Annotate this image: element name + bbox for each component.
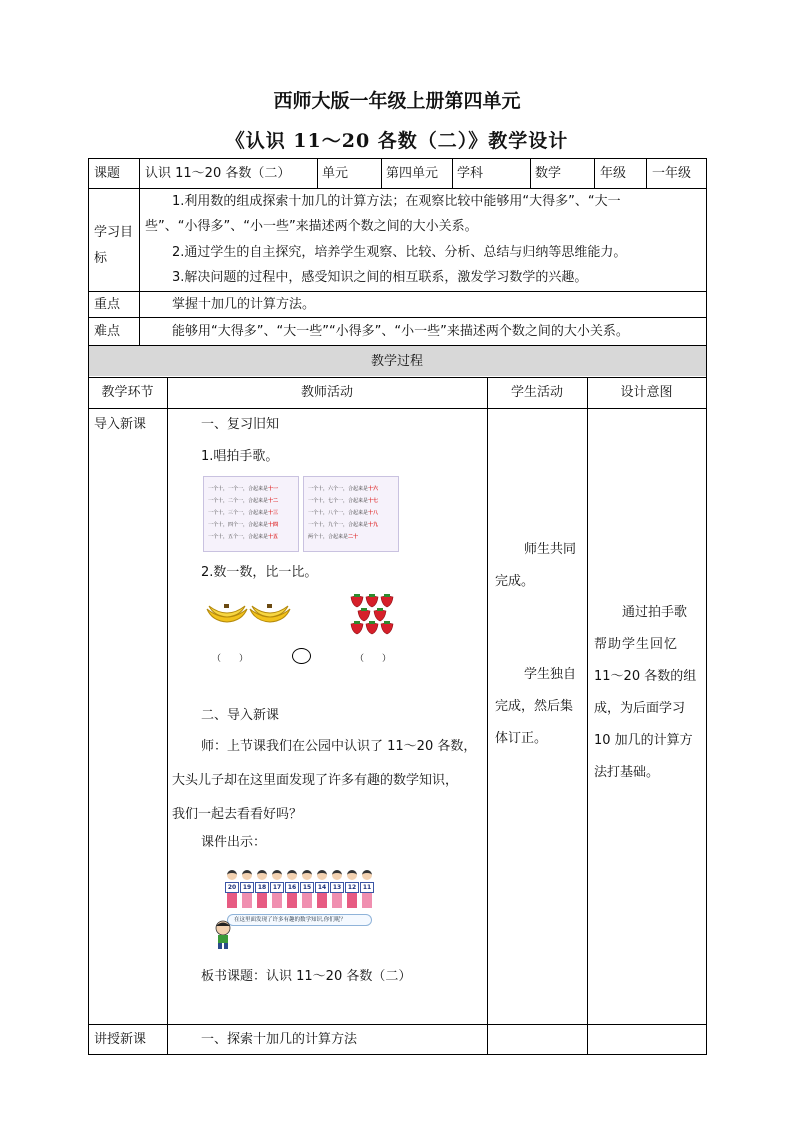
song-line: 一个十，六个一，合起来是十六 [308,486,379,492]
goal-line-1: 1.利用数的组成探索十加几的计算方法；在观察比较中能够用“大得多”、“大一 [172,194,621,209]
child-with-number-sign: 14 [315,870,329,908]
student-activity-b3: 体订正。 [495,731,548,746]
intro-heading-2: 二、导入新课 [201,708,280,723]
unit-label: 单元 [322,166,349,181]
goal-line-4: 3.解决问题的过程中，感受知识之间的相互联系，激发学习数学的兴趣。 [172,270,588,285]
child-with-number-sign: 13 [330,870,344,908]
song-line: 一个十，一个一，合起来是十一 [208,486,279,492]
banana-bunch-icon [247,603,293,625]
unit-value: 第四单元 [386,166,439,181]
grade-label: 年级 [600,166,627,181]
intent-line-6: 法打基础。 [594,765,660,780]
stage-teach: 讲授新课 [94,1032,147,1047]
intent-line-2: 帮助学生回忆 [594,637,679,652]
intro-para-3: 我们一起去看看好吗？ [172,807,303,822]
song-line: 一个十，三个一，合起来是十三 [208,510,279,516]
speech-bubble: 在这里面发现了许多有趣的数学知识,你们呢？ [227,914,372,926]
child-with-number-sign: 16 [285,870,299,908]
song-board-right [303,476,399,552]
intent-line-5: 10 加几的计算方 [594,733,693,748]
subject-label: 课题 [94,166,121,181]
teach-heading-1: 一、探索十加几的计算方法 [201,1032,358,1047]
song-line: 一个十，五个一，合起来是十五 [208,534,279,540]
intro-step-1: 1.唱拍手歌。 [201,449,279,464]
song-line: 两个十，合起来是二十 [308,534,359,540]
col-student: 学生活动 [510,385,563,400]
goal-line-3: 2.通过学生的自主探究，培养学生观察、比较、分析、总结与归纳等思维能力。 [172,245,627,260]
child-with-number-sign: 15 [300,870,314,908]
song-line: 一个十，八个一，合起来是十八 [308,510,379,516]
grade-value: 一年级 [652,166,692,181]
process-header: 教学过程 [370,354,423,369]
student-activity-a2: 完成。 [495,574,535,589]
intent-line-3: 11～20 各数的组 [594,669,697,684]
goal-line-2: 些”、“小得多”、“小一些”来描述两个数之间的大小关系。 [145,219,478,234]
strawberry-group-icon [348,593,396,637]
blank-right: （ ） [355,654,392,664]
difficulty-label: 难点 [94,324,121,339]
intro-step-2: 2.数一数，比一比。 [201,565,318,580]
document-subtitle: 《认识 11～20 各数（二）》教学设计 [225,130,569,152]
intro-para-4: 课件出示： [201,835,267,850]
intro-para-1: 师：上节课我们在公园中认识了 11～20 各数， [201,739,477,754]
discipline-value: 数学 [535,166,562,181]
goals-label: 学习目标 [94,225,134,266]
big-head-son-icon [211,920,235,950]
difficulty-text: 能够用“大得多”、“大一些”“小得多”、“小一些”来描述两个数之间的大小关系。 [172,324,629,339]
intro-para-2: 大头儿子却在这里面发现了许多有趣的数学知识， [172,773,459,788]
subject-value: 认识 11～20 各数（二） [145,166,291,181]
key-point-text: 掌握十加几的计算方法。 [172,297,316,312]
student-activity-b1: 学生独自 [524,667,577,682]
song-line: 一个十，七个一，合起来是十七 [308,498,379,504]
student-activity-a1: 师生共同 [524,542,577,557]
child-with-number-sign: 19 [240,870,254,908]
banana-bunch-icon [204,603,250,625]
child-with-number-sign: 18 [255,870,269,908]
song-line: 一个十，四个一，合起来是十四 [208,522,279,528]
child-with-number-sign: 12 [345,870,359,908]
intro-board-title: 板书课题：认识 11～20 各数（二） [201,969,412,984]
song-line: 一个十，九个一，合起来是十九 [308,522,379,528]
compare-circle [292,648,311,664]
intent-line-1: 通过拍手歌 [622,605,688,620]
student-activity-b2: 完成，然后集 [495,699,574,714]
stage-intro: 导入新课 [94,417,147,432]
intro-heading-1: 一、复习旧知 [201,417,280,432]
document-title: 西师大版一年级上册第四单元 [273,90,521,112]
col-stage: 教学环节 [101,385,154,400]
child-with-number-sign: 20 [225,870,239,908]
courseware-illustration [225,860,375,950]
child-with-number-sign: 17 [270,870,284,908]
discipline-label: 学科 [457,166,484,181]
intent-line-4: 成，为后面学习 [594,701,686,716]
blank-left: （ ） [212,654,249,664]
col-intent: 设计意图 [620,385,673,400]
child-with-number-sign: 11 [360,870,374,908]
col-teacher: 教师活动 [300,385,353,400]
song-line: 一个十，二个一，合起来是十二 [208,498,279,504]
song-board-left [203,476,299,552]
key-point-label: 重点 [94,297,121,312]
